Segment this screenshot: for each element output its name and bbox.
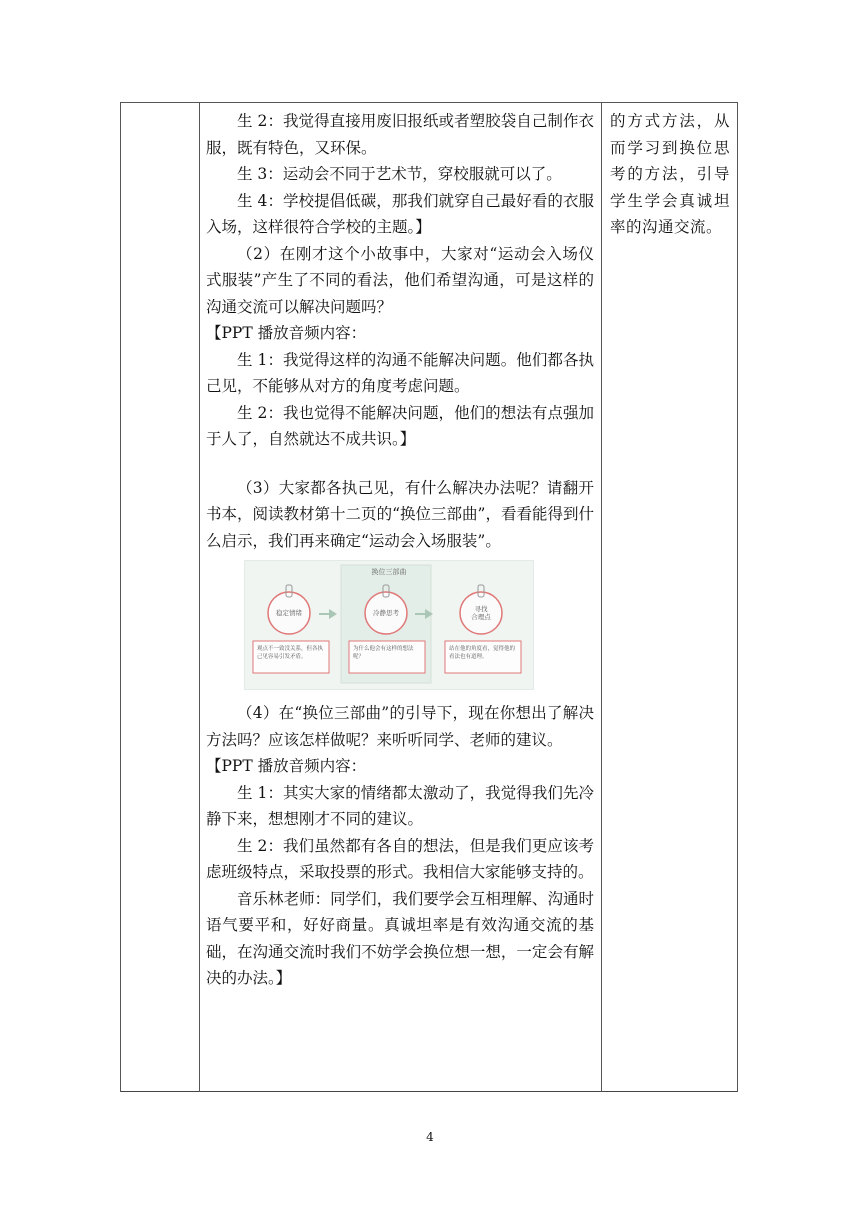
paragraph: （3）大家都各执己见，有什么解决办法呢？请翻开书本，阅读教材第十二页的“换位三部曲”，看看能得到什么启示，我们再来确定“运动会入场服装”。 — [206, 478, 594, 550]
table-border-right — [737, 102, 738, 1092]
paragraph: 生 2：我觉得直接用废旧报纸或者塑胶袋自己制作衣服，既有特色，又环保。 — [206, 112, 594, 157]
step-note: 观点不一致没关系，但各执己见容易引发矛盾。 — [257, 646, 324, 660]
design-intent-cell — [610, 108, 730, 241]
teaching-process-cell — [206, 108, 594, 992]
paragraph: 【PPT 播放音频内容： — [206, 324, 367, 342]
paragraph: 生 1：其实大家的情绪都太激动了，我觉得我们先冷静下来，想想刚才不同的建议。 — [206, 783, 594, 828]
table-divider-2 — [601, 102, 602, 1092]
paragraph: （4）在“换位三部曲”的引导下，现在你想出了解决方法吗？应该怎样做呢？来听听同学、老师的建议。 — [206, 704, 594, 749]
step-label: 寻找 合理点 — [471, 605, 491, 621]
paragraph: 生 2：我们虽然都有各自的想法，但是我们更应该考虑班级特点，采取投票的形式。我相信大家能够支持的。 — [206, 836, 594, 881]
step-note: 站在他的角度看，觉得他的看法也有道理。 — [449, 646, 516, 660]
paragraph: 生 2：我也觉得不能解决问题，他们的想法有点强加于人了，自然就达不成共识。】 — [206, 403, 594, 448]
page-number: 4 — [426, 1130, 434, 1144]
paragraph: 生 1：我觉得这样的沟通不能解决问题。他们都各执己见，不能够从对方的角度考虑问题。 — [206, 350, 594, 395]
paragraph: 音乐林老师：同学们，我们要学会互相理解、沟通时语气要平和，好好商量。真诚坦率是有效沟通交流的基础，在沟通交流时我们不妨学会换位想一想，一定会有解决的办法。】 — [206, 889, 594, 987]
paragraph: 生 4：学校提倡低碳，那我们就穿自己最好看的衣服入场，这样很符合学校的主题。】 — [206, 191, 594, 236]
design-intent-text: 的方式方法，从而学习到换位思考的方法，引导学生学会真诚坦率的沟通交流。 — [610, 112, 730, 236]
table-divider-1 — [199, 102, 200, 1092]
paragraph: （2）在刚才这个小故事中，大家对“运动会入场仪式服装”产生了不同的看法，他们希望沟通，可是这样的沟通交流可以解决问题吗？ — [206, 244, 594, 316]
step-label: 冷静思考 — [373, 609, 399, 617]
three-steps-figure — [244, 560, 534, 690]
step-note: 为什么他会有这样的想法呢？ — [353, 646, 414, 660]
figure-graphic — [245, 561, 533, 689]
paragraph: 【PPT 播放音频内容： — [206, 757, 367, 775]
step-label: 稳定情绪 — [276, 609, 302, 617]
table-border-left — [120, 102, 121, 1092]
figure-title: 换位三部曲 — [371, 568, 407, 576]
paragraph: 生 3：运动会不同于艺术节，穿校服就可以了。 — [237, 165, 562, 183]
